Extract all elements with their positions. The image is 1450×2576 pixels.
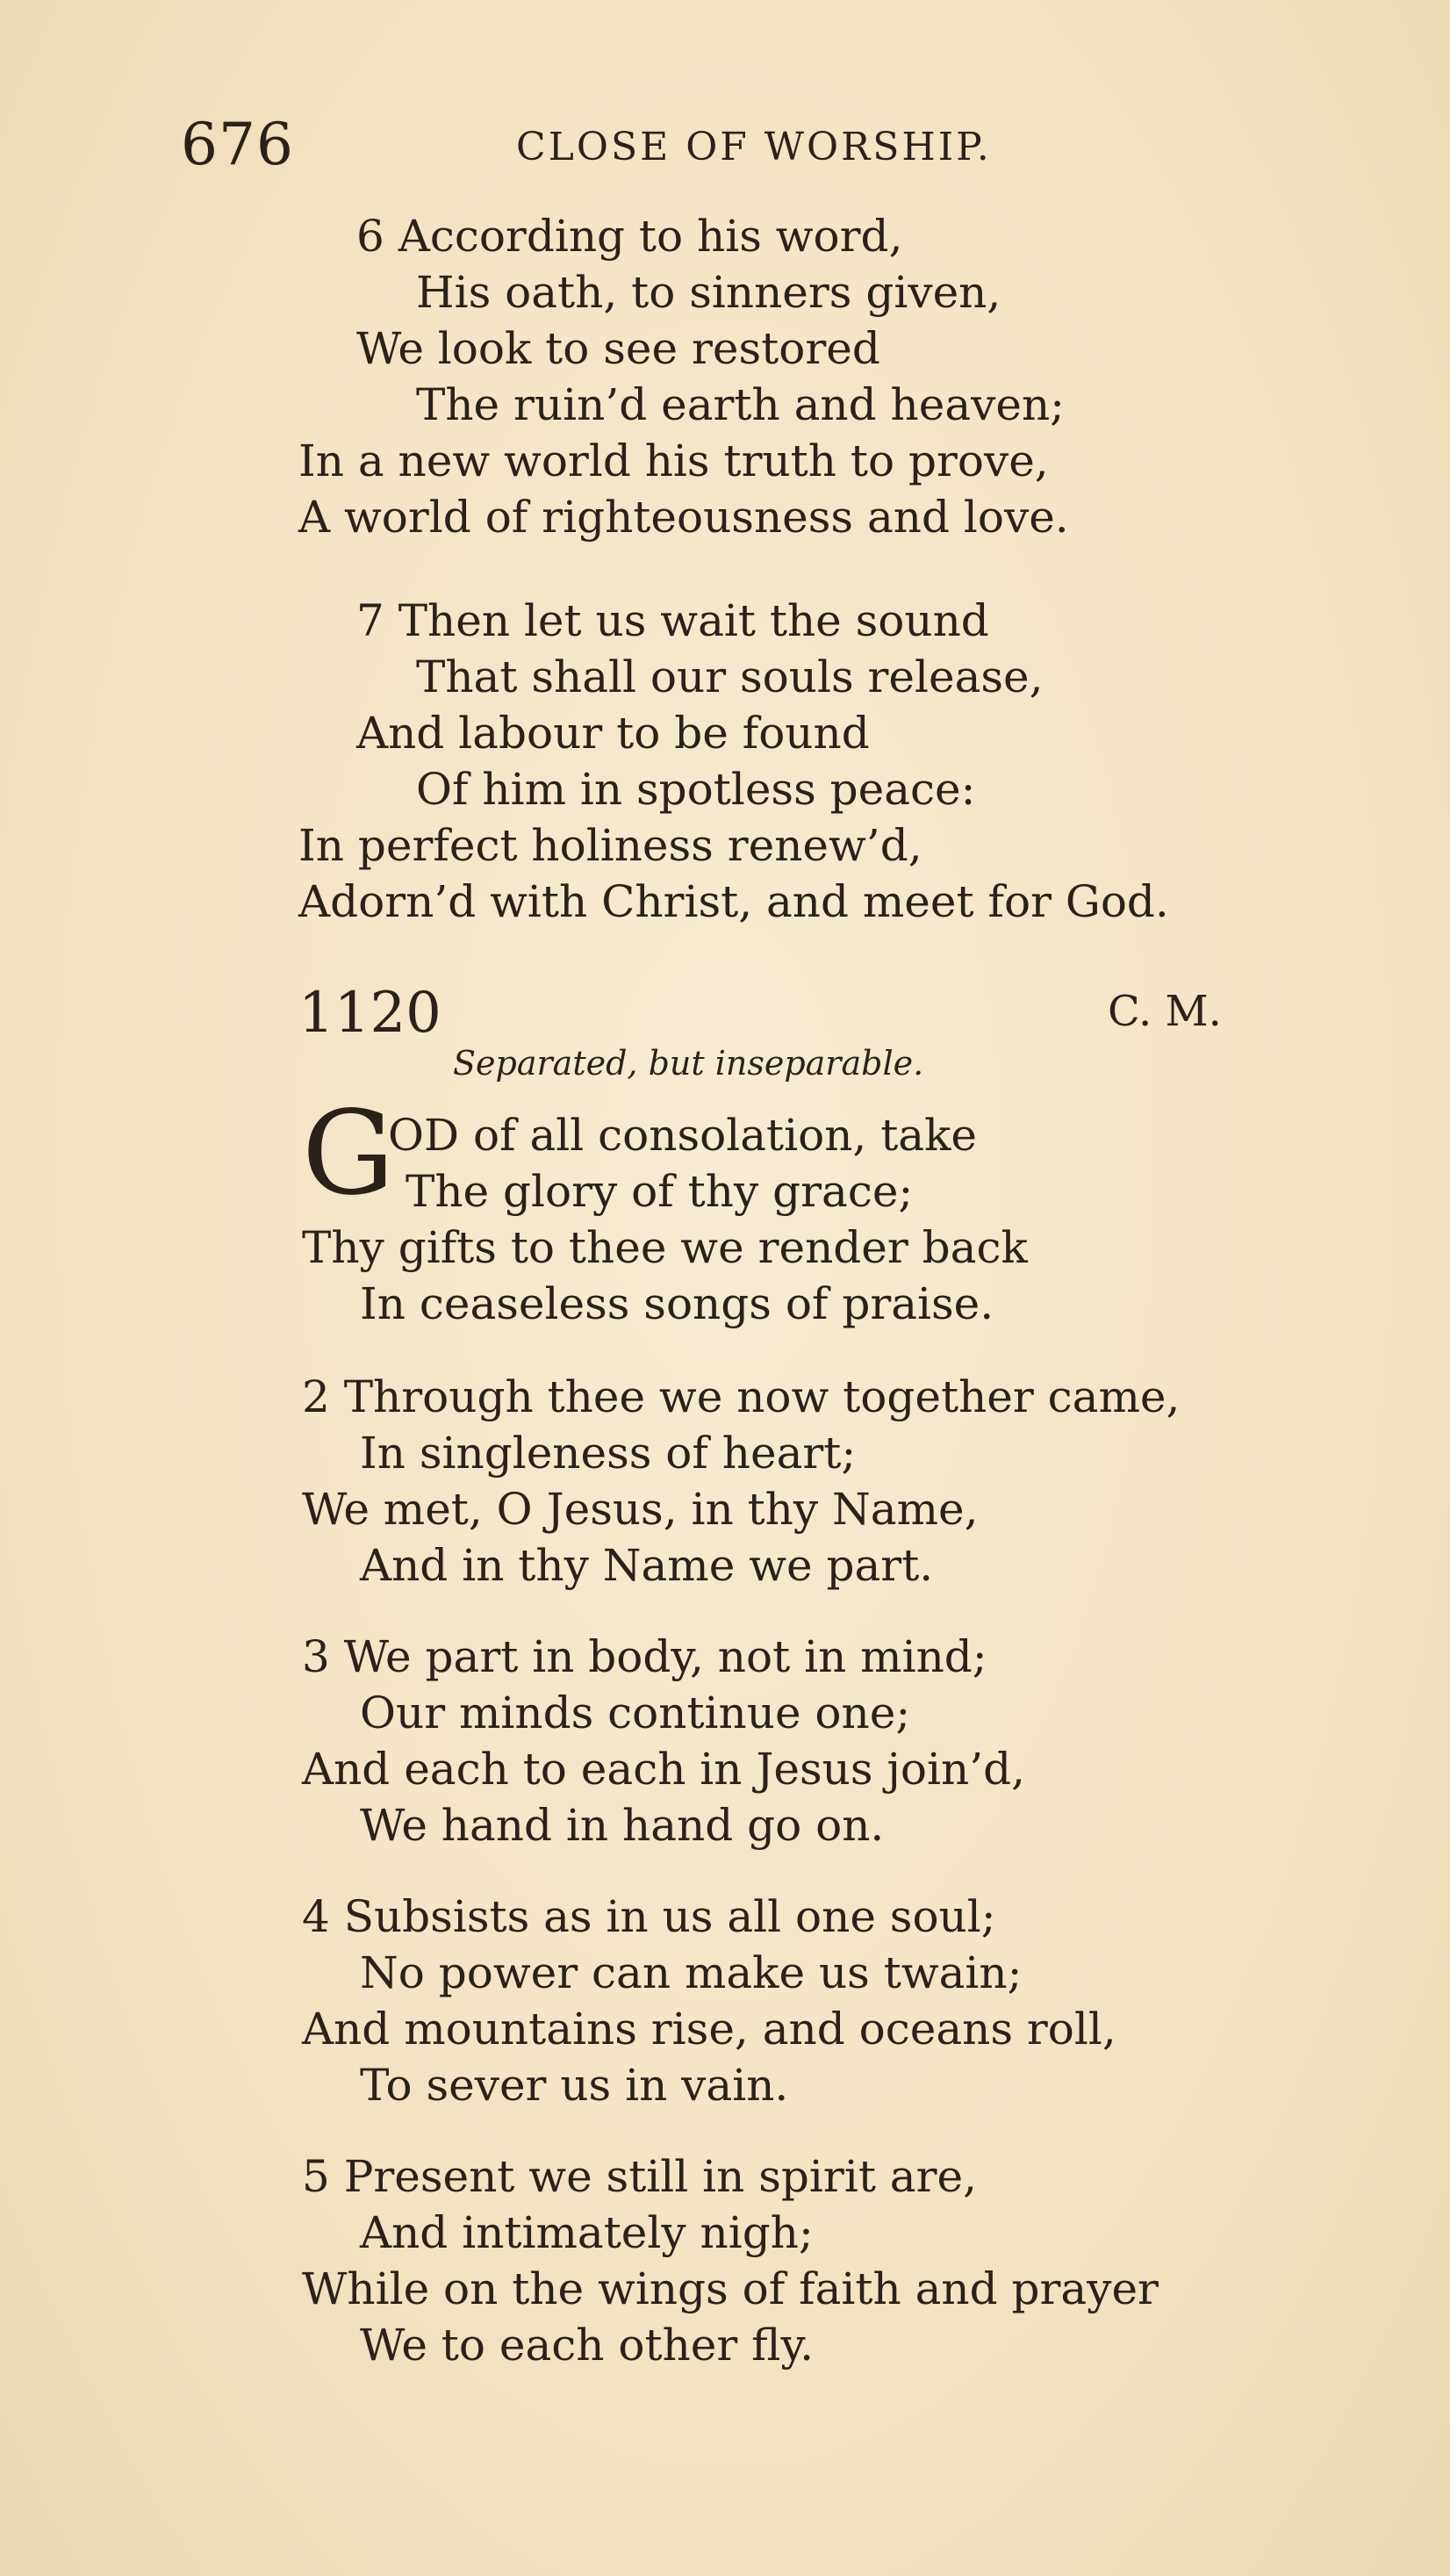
page-number: 676 xyxy=(181,111,294,178)
hymn-meter: C. M. xyxy=(1108,987,1222,1036)
hymn-verse-5-line-1: 5 Present we still in spirit are, xyxy=(302,2151,977,2202)
drop-cap: G xyxy=(302,1086,395,1221)
verse-6-line-1: 6 According to his word, xyxy=(356,211,903,262)
hymn-verse-3-line-2: Our minds continue one; xyxy=(360,1687,911,1738)
verse-7-line-6: Adorn’d with Christ, and meet for God. xyxy=(298,876,1169,927)
hymn-verse-3-line-4: We hand in hand go on. xyxy=(360,1800,885,1851)
hymn-verse-3-line-1: 3 We part in body, not in mind; xyxy=(302,1631,987,1682)
hymn-verse-4-line-1: 4 Subsists as in us all one soul; xyxy=(302,1891,996,1942)
verse-7-line-4: Of him in spotless peace: xyxy=(416,764,976,815)
verse-6-line-6: A world of righteousness and love. xyxy=(298,492,1069,543)
hymn-verse-2-line-2: In singleness of heart; xyxy=(360,1428,857,1479)
hymn-verse-5-line-2: And intimately nigh; xyxy=(360,2207,814,2258)
hymn-verse-2-line-4: And in thy Name we part. xyxy=(360,1540,934,1591)
hymn-verse-2-line-3: We met, O Jesus, in thy Name, xyxy=(302,1484,979,1535)
hymn-verse-2-line-1: 2 Through thee we now together came, xyxy=(302,1371,1181,1422)
hymn-verse-4-line-2: No power can make us twain; xyxy=(360,1947,1023,1998)
verse-7-line-1: 7 Then let us wait the sound xyxy=(356,595,989,646)
running-title: CLOSE OF WORSHIP. xyxy=(516,125,992,169)
hymn-verse-5-line-3: While on the wings of faith and prayer xyxy=(302,2263,1159,2314)
verse-7-line-2: That shall our souls release, xyxy=(416,651,1044,702)
verse-7-line-5: In perfect holiness renew’d, xyxy=(298,820,922,871)
verse-6-line-4: The ruin’d earth and heaven; xyxy=(416,379,1066,430)
hymn-verse-1-line-1: OD of all consolation, take xyxy=(388,1110,977,1161)
hymn-number: 1120 xyxy=(298,981,441,1046)
verse-6-line-5: In a new world his truth to prove, xyxy=(298,435,1049,486)
hymn-verse-4-line-3: And mountains rise, and oceans roll, xyxy=(302,2004,1116,2054)
verse-6-line-3: We look to see restored xyxy=(356,323,880,374)
hymn-verse-4-line-4: To sever us in vain. xyxy=(360,2060,789,2111)
hymn-verse-1-line-4: In ceaseless songs of praise. xyxy=(360,1278,994,1329)
hymn-verse-1-line-3: Thy gifts to thee we render back xyxy=(302,1222,1028,1273)
hymn-verse-5-line-4: We to each other fly. xyxy=(360,2320,815,2371)
verse-7-line-3: And labour to be found xyxy=(356,708,870,759)
verse-6-line-2: His oath, to sinners given, xyxy=(416,267,1001,318)
hymn-verse-3-line-3: And each to each in Jesus join’d, xyxy=(302,1744,1026,1795)
hymn-subtitle: Separated, but inseparable. xyxy=(453,1044,924,1083)
hymn-verse-1-line-2: The glory of thy grace; xyxy=(406,1166,914,1217)
